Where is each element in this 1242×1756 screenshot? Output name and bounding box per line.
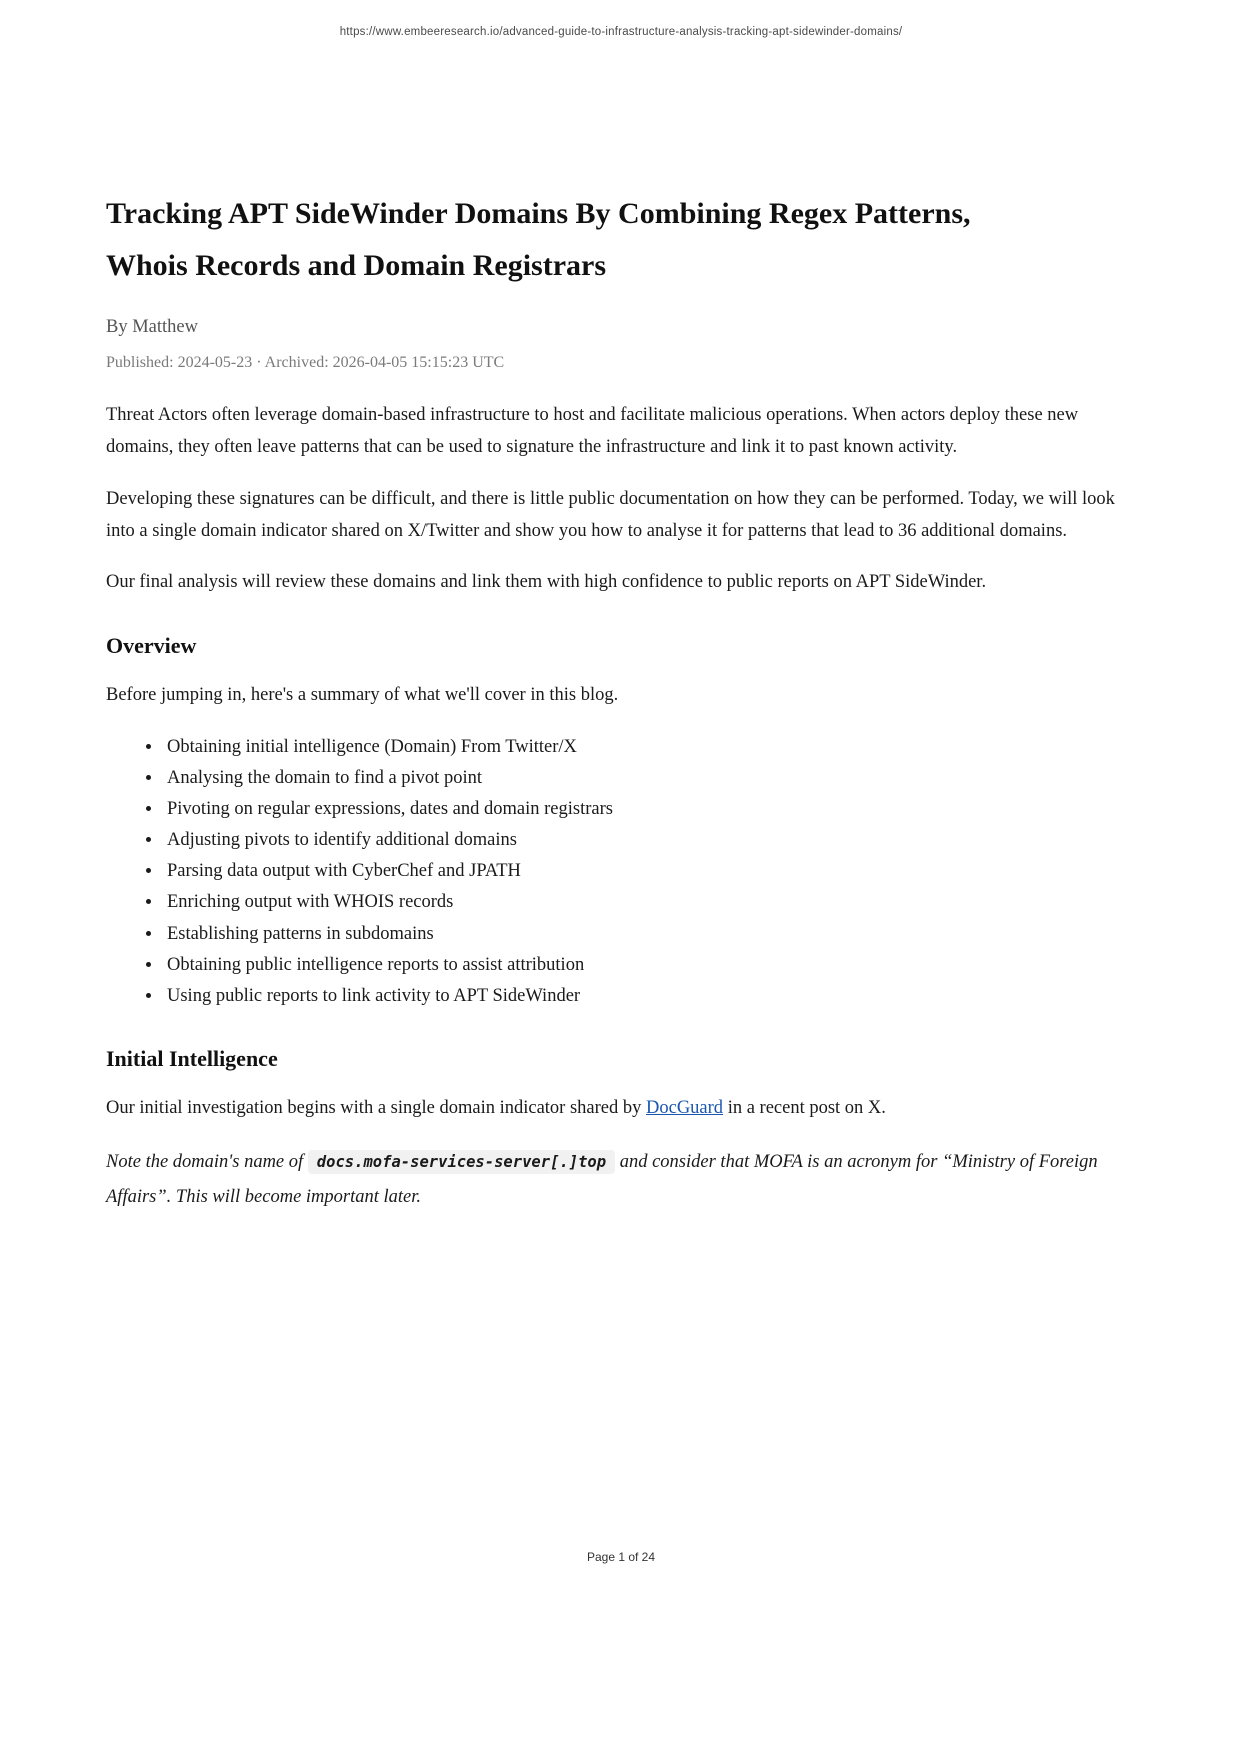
list-item: • Analysing the domain to find a pivot point [163, 763, 1138, 794]
list-item: • Enriching output with WHOIS records [163, 887, 1138, 918]
list-item: • Pivoting on regular expressions, dates and domain registrars [163, 794, 1138, 825]
initial-intelligence-paragraph [106, 1093, 1138, 1125]
list-item: • Establishing patterns in subdomains [163, 919, 1138, 950]
paragraph-text-before-link: Our initial investigation begins with a single domain indicator shared by [106, 1097, 646, 1118]
note-text-before-code: Note the domain's name of [106, 1151, 308, 1172]
initial-intelligence-heading: Initial Intelligence [106, 1045, 278, 1071]
list-item: • Adjusting pivots to identify additional domains [163, 825, 1138, 856]
intro-paragraph-2: Developing these signatures can be difficult, and there is little public documentation on how they can be performed. Today, we will look into a single domain indicator shared on X/Twitter and show you how to analyse it for patterns that lead to 36 additional domains. [106, 488, 1115, 541]
page-url: https://www.embeeresearch.io/advanced-guide-to-infrastructure-analysis-tracking-apt-sidewinder-domains/ [339, 26, 903, 38]
list-item: • Obtaining public intelligence reports to assist attribution [163, 950, 1138, 981]
overview-list [163, 732, 1138, 1012]
list-item: • Obtaining initial intelligence (Domain) From Twitter/X [163, 732, 1138, 763]
overview-heading: Overview [106, 633, 197, 659]
paragraph-text-after-link: in a recent post on X. [723, 1097, 886, 1118]
note-text-after-code: and consider that MOFA is an acronym for “Ministry of Foreign Affairs”. This will become important later. [106, 1151, 1098, 1207]
page-title: Tracking APT SideWinder Domains By Combining Regex Patterns, Whois Records and Domain Registrars [106, 197, 971, 282]
published-meta: Published: 2024-05-23 · Archived: 2026-04-05 15:15:23 UTC [106, 354, 505, 372]
docguard-link[interactable]: DocGuard [646, 1097, 724, 1118]
list-item: • Parsing data output with CyberChef and JPATH [163, 856, 1138, 887]
list-item: • Using public reports to link activity to APT SideWinder [163, 981, 1138, 1012]
domain-inline-code: docs.mofa-services-server[.]top [308, 1150, 615, 1174]
intro-paragraph-3: Our final analysis will review these domains and link them with high confidence to public reports on APT SideWinder. [106, 572, 987, 593]
page-number: Page 1 of 24 [586, 1550, 656, 1564]
byline: By Matthew [106, 317, 198, 338]
note-paragraph [106, 1145, 1138, 1215]
intro-paragraph-1: Threat Actors often leverage domain-based infrastructure to host and facilitate malicious operations. When actors deploy these new domains, they often leave patterns that can be used to signature the infrastructure and link it to past known activity. [106, 405, 1079, 457]
article-content [106, 188, 1138, 1235]
overview-lead: Before jumping in, here's a summary of what we'll cover in this blog. [106, 685, 619, 706]
